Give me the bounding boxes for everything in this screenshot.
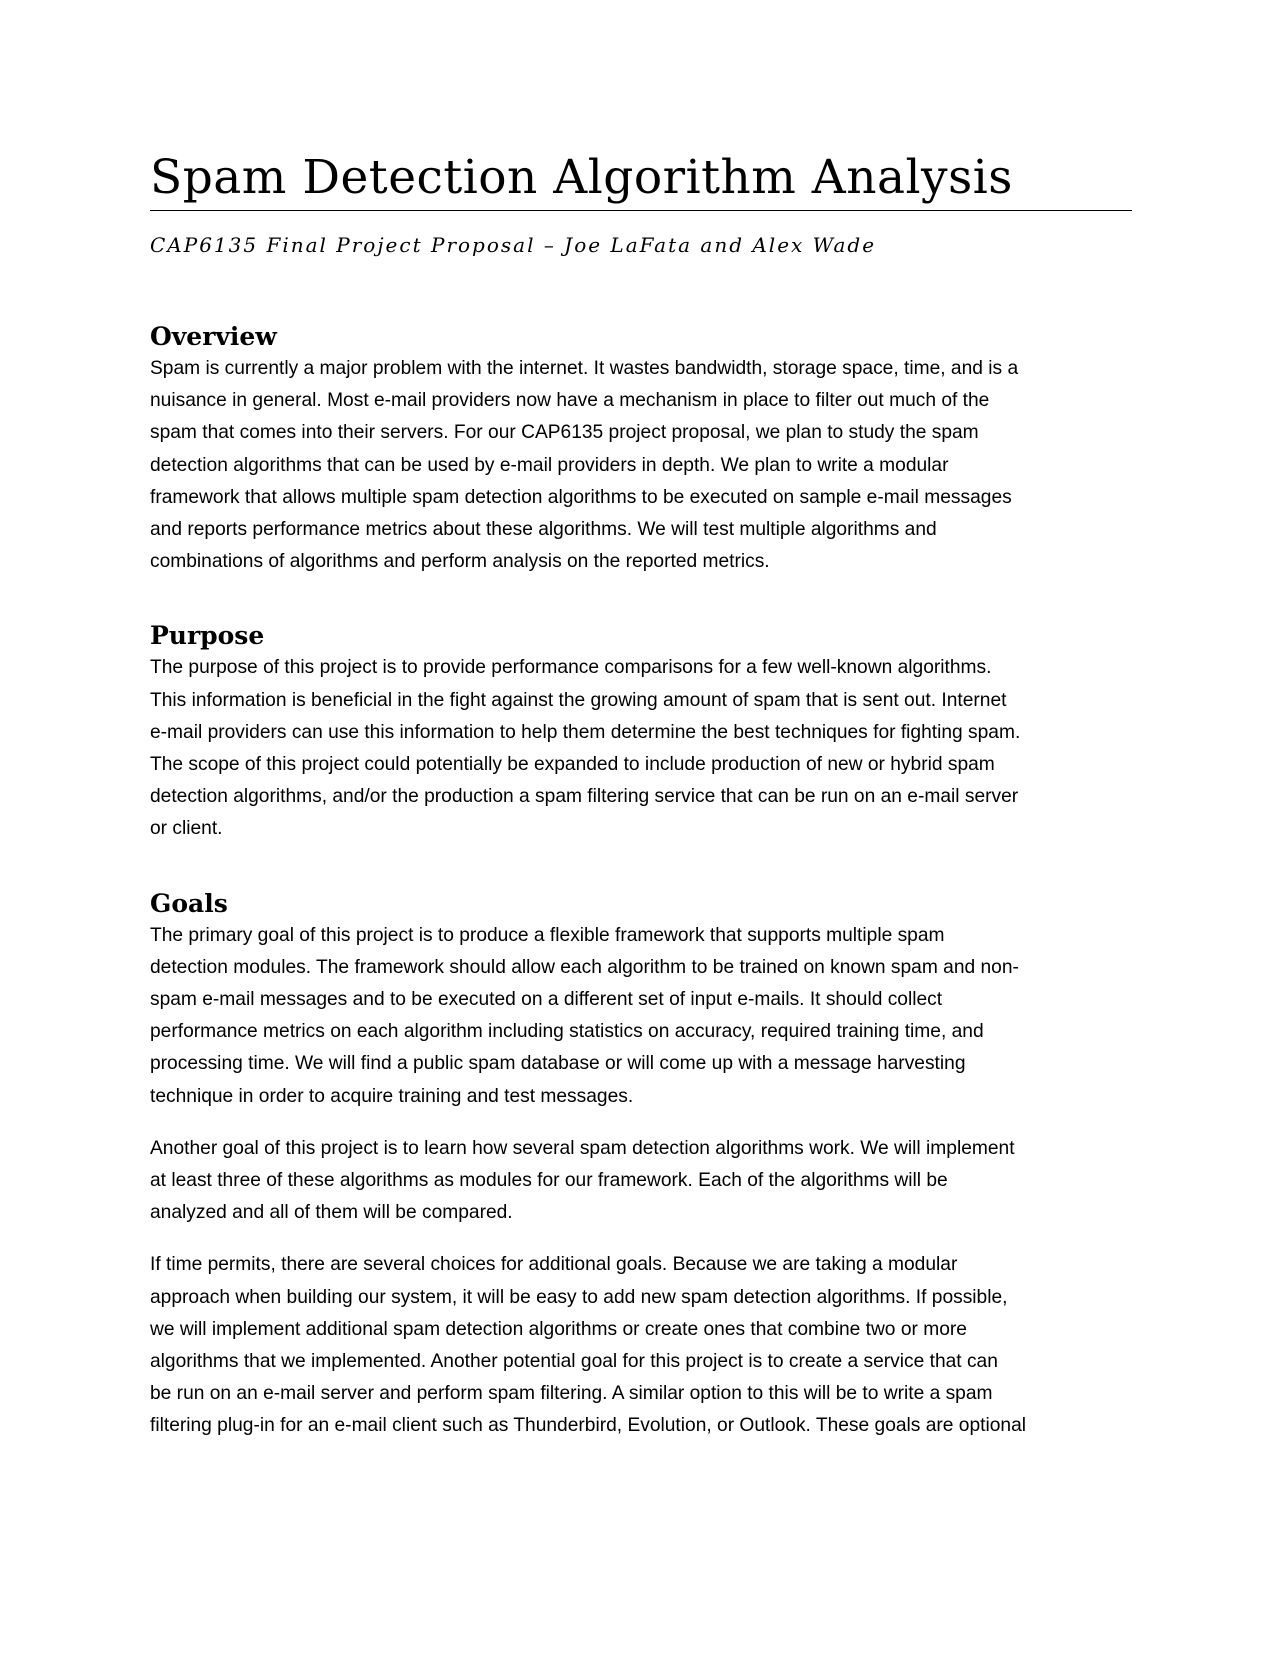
- goals-section: [150, 888, 1132, 1443]
- goals-paragraph-primary: The primary goal of this project is to produce a flexible framework that supports multiple spam detection modules. The framework should allow each algorithm to be trained on known spam and non- spam e-mail messages and to be executed on a different set of input e-mails. It should collect performance metrics on each algorithm including statistics on accuracy, required training time, and processing time. We will find a public spam database or will come up with a message harvesting technique in order to acquire training and test messages.: [150, 924, 1019, 1107]
- goals-paragraph-secondary: Another goal of this project is to learn how several spam detection algorithms work. We will implement at least three of these algorithms as modules for our framework. Each of the algorithms will be analyzed and all of them will be compared.: [150, 1137, 1015, 1224]
- goals-heading: Goals: [150, 888, 228, 918]
- overview-section: [150, 321, 1132, 578]
- document-title: Spam Detection Algorithm Analysis: [150, 148, 1132, 211]
- document-page: [150, 148, 1132, 1443]
- purpose-paragraph: The purpose of this project is to provide performance comparisons for a few well-known algorithms. This information is beneficial in the fight against the growing amount of spam that is sent out. Internet e-mail providers can use this information to help them determine the best techniques for fighting spam. The scope of this project could potentially be expanded to include production of new or hybrid spam detection algorithms, and/or the production a spam filtering service that can be run on an e-mail server or client.: [150, 657, 1021, 840]
- goals-paragraph-optional: If time permits, there are several choices for additional goals. Because we are taking a modular approach when building our system, it will be easy to add new spam detection algorithms. If possible, we will implement additional spam detection algorithms or create ones that combine two or more algorithms that we implemented. Another potential goal for this project is to create a service that can be run on an e-mail server and perform spam filtering. A similar option to this will be to write a spam filtering plug-in for an e-mail client such as Thunderbird, Evolution, or Outlook. These goals are optional: [150, 1254, 1027, 1437]
- purpose-heading: Purpose: [150, 621, 265, 651]
- purpose-section: [150, 620, 1132, 845]
- overview-paragraph: Spam is currently a major problem with the internet. It wastes bandwidth, storage space, time, and is a nuisance in general. Most e-mail providers now have a mechanism in place to filter out much of the spam that comes into their servers. For our CAP6135 project proposal, we plan to study the spam detection algorithms that can be used by e-mail providers in depth. We plan to write a modular framework that allows multiple spam detection algorithms to be executed on sample e-mail messages and reports performance metrics about these algorithms. We will test multiple algorithms and combinations of algorithms and perform analysis on the reported metrics.: [150, 358, 1019, 573]
- document-subtitle: CAP6135 Final Project Proposal – Joe LaFata and Alex Wade: [150, 233, 877, 257]
- overview-heading: Overview: [150, 322, 277, 351]
